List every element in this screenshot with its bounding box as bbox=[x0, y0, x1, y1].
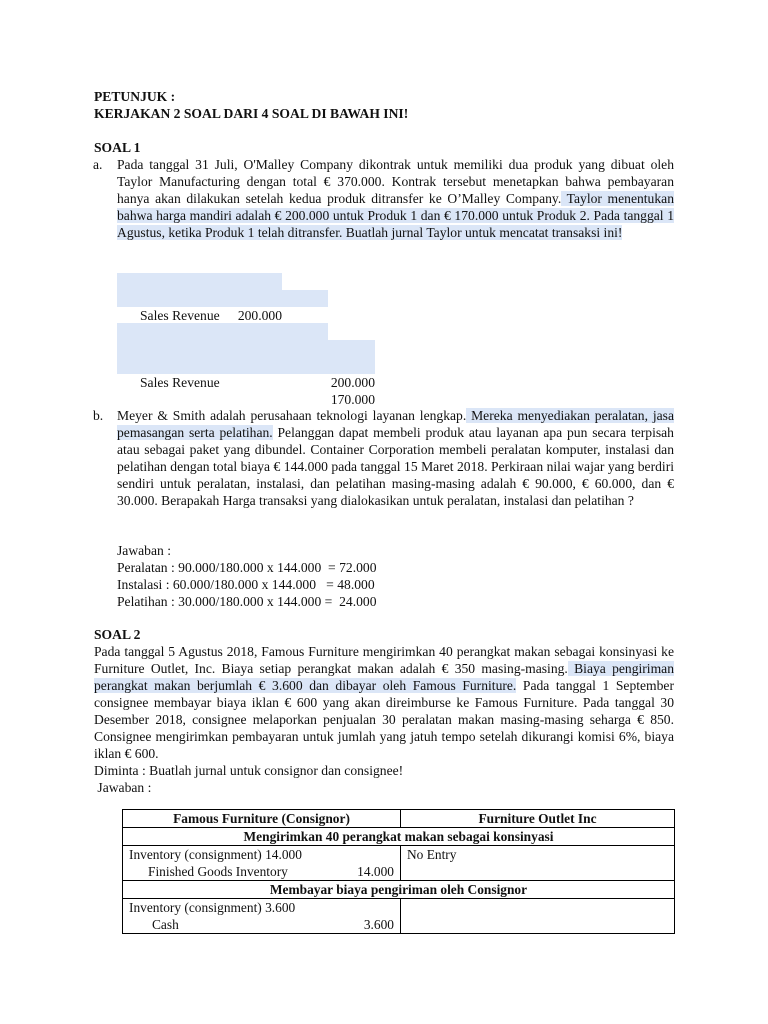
table-cell-consignor bbox=[123, 899, 401, 934]
soal1-item-a bbox=[93, 156, 674, 241]
table-row bbox=[123, 899, 675, 934]
journal-account: Finished Goods Inventory bbox=[148, 864, 288, 879]
soal1-item-b bbox=[93, 407, 674, 509]
journal-entry: No Entry bbox=[407, 847, 457, 862]
table-header-row bbox=[123, 810, 675, 828]
table-header-consignee: Furniture Outlet Inc bbox=[401, 810, 675, 828]
soal1-b-answer-label: Jawaban : bbox=[117, 543, 171, 558]
table-cell-consignor bbox=[123, 846, 401, 881]
soal1-b-text-plain-2: Pelanggan dapat membeli produk atau layanan apa pun secara terpisah atau sebagai paket yang dibundel. Container Corporation membeli peralatan komputer, instalasi dan pelatihan dengan total biaya € 144.000 pada tanggal 15 Maret 2018. Perkiraan nilai wajar yang berdiri sendiri untuk peralatan, instalasi, dan pelatihan masing-masing adalah € 90.000, € 60.000, dan € 30.000. Berapakah Harga transaksi yang dialokasikan untuk peralatan, instalasi dan pelatihan ? bbox=[117, 425, 674, 508]
journal-amount: 14.000 bbox=[357, 864, 394, 879]
journal-amount: 3.600 bbox=[363, 917, 394, 932]
soal2-text bbox=[94, 643, 674, 762]
soal1-b-answer-line: Pelatihan : 30.000/180.000 x 144.000 = 24.000 bbox=[117, 594, 377, 609]
journal-line bbox=[129, 863, 394, 880]
soal2-title: SOAL 2 bbox=[94, 627, 141, 642]
table-section-row bbox=[123, 828, 675, 846]
table-row bbox=[123, 846, 675, 881]
soal2-text-plain-2: Pada tanggal 1 September consignee membayar biaya iklan € 600 yang akan direimburse ke Famous Furniture. Pada tanggal 30 Desember 2018, consignee melaporkan penjualan 30 peralatan makan masing-masing seharga € 850. Consignee mengirimkan pembayaran untuk jumlah yang jatuh tempo setelah dikurangi komisi 6%, biaya iklan € 600. bbox=[94, 678, 674, 761]
instructions-text: KERJAKAN 2 SOAL DARI 4 SOAL DI BAWAH INI! bbox=[94, 106, 409, 121]
journal-line bbox=[129, 846, 394, 863]
table-section-row bbox=[123, 881, 675, 899]
soal1-a-text-highlight: Taylor menentukan bahwa harga mandiri adalah € 200.000 untuk Produk 1 dan € 170.000 untuk Produk 2. Pada tanggal 1 Agustus, ketika Produk 1 telah ditransfer. Buatlah jurnal Taylor untuk mencatat transaksi ini! bbox=[117, 191, 674, 240]
journal-credit: 200.000 bbox=[330, 375, 375, 390]
soal1-a-text bbox=[117, 156, 674, 241]
journal2-row-debit bbox=[117, 323, 328, 340]
table-header-consignor: Famous Furniture (Consignor) bbox=[123, 810, 401, 828]
table-section-title: Mengirimkan 40 perangkat makan sebagai konsinyasi bbox=[123, 828, 675, 846]
soal1-b-text-plain-1: Meyer & Smith adalah perusahaan teknologi layanan lengkap. bbox=[117, 408, 467, 423]
journal-line bbox=[129, 899, 394, 916]
journal-debit: 200.000 bbox=[237, 308, 282, 323]
journal-account: Inventory (consignment) 14.000 bbox=[129, 847, 302, 862]
soal2-diminta: Diminta : Buatlah jurnal untuk consignor dan consignee! bbox=[94, 763, 404, 778]
soal1-b-text bbox=[117, 407, 674, 509]
journal-account: Sales Revenue bbox=[140, 308, 220, 323]
journal-credit: 170.000 bbox=[330, 392, 375, 407]
soal1-a-text-plain: Pada tanggal 31 Juli, O'Malley Company dikontrak untuk memiliki dua produk yang dibuat oleh Taylor Manufacturing dengan total € 370.000. Kontrak tersebut menetapkan bahwa pembayaran hanya akan dilakukan setelah kedua produk ditransfer ke O’Malley Company. bbox=[117, 157, 674, 206]
journal-account: Inventory (consignment) 3.600 bbox=[129, 900, 296, 915]
journal-line bbox=[129, 916, 394, 933]
consignment-journal-table bbox=[122, 809, 675, 934]
soal2-text-plain-1: Pada tanggal 5 Agustus 2018, Famous Furniture mengirimkan 40 perangkat makan sebagai konsinyasi ke Furniture Outlet, Inc. Biaya setiap perangkat makan adalah € 350 masing-masing. bbox=[94, 644, 674, 676]
soal1-b-answer-line: Instalasi : 60.000/180.000 x 144.000 = 48.000 bbox=[117, 577, 375, 592]
soal1-b-text-highlight: Mereka menyediakan peralatan, jasa pemasangan serta pelatihan. bbox=[117, 408, 675, 440]
table-section-title: Membayar biaya pengiriman oleh Consignor bbox=[123, 881, 675, 899]
table-cell-consignee bbox=[401, 846, 675, 881]
table-cell-consignee bbox=[401, 899, 675, 934]
journal-account: Cash bbox=[152, 917, 179, 932]
soal1-title: SOAL 1 bbox=[94, 140, 141, 155]
journal-account: Sales Revenue bbox=[140, 375, 220, 390]
list-marker: a. bbox=[93, 157, 103, 172]
instructions-heading: PETUNJUK : bbox=[94, 89, 176, 104]
list-marker: b. bbox=[93, 408, 104, 423]
soal1-b-answer-line: Peralatan : 90.000/180.000 x 144.000 = 72.000 bbox=[117, 560, 377, 575]
soal2-text-highlight: Biaya pengiriman perangkat makan berjumlah € 3.600 dan dibayar oleh Famous Furniture. bbox=[94, 661, 674, 693]
soal2-answer-label: Jawaban : bbox=[94, 780, 152, 795]
